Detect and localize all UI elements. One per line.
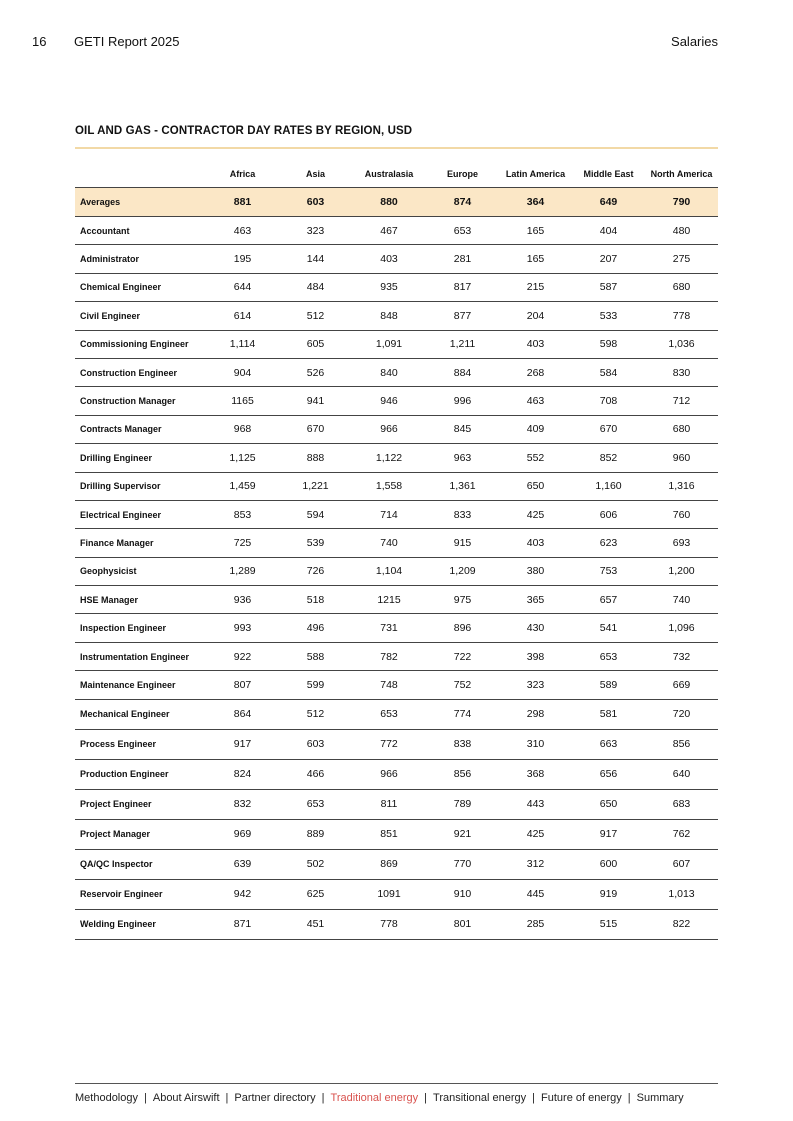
table-cell: 589 — [572, 671, 645, 699]
table-cell: 518 — [279, 586, 352, 614]
table-cell: 904 — [206, 358, 279, 386]
table-cell: 588 — [279, 642, 352, 670]
table-cell: 425 — [499, 500, 572, 528]
table-cell: 451 — [279, 909, 352, 939]
table-cell: 625 — [279, 879, 352, 909]
table-row — [75, 302, 718, 330]
footer-separator: | — [321, 1092, 325, 1104]
table-cell: 969 — [206, 819, 279, 849]
table-cell: 915 — [426, 529, 499, 557]
table-cell: 1,200 — [645, 557, 718, 585]
table-row — [75, 614, 718, 642]
table-cell: 1,211 — [426, 330, 499, 358]
table-cell: 833 — [426, 500, 499, 528]
table-cell: 1,459 — [206, 472, 279, 500]
table-cell: 430 — [499, 614, 572, 642]
table-cell: 693 — [645, 529, 718, 557]
table-cell: 740 — [352, 529, 426, 557]
table-cell: 830 — [645, 358, 718, 386]
table-cell: 425 — [499, 819, 572, 849]
row-label: Maintenance Engineer — [75, 671, 206, 699]
table-cell: 801 — [426, 909, 499, 939]
table-cell: 587 — [572, 273, 645, 301]
table-row — [75, 472, 718, 500]
table-cell: 594 — [279, 500, 352, 528]
footer-separator: | — [627, 1092, 631, 1104]
day-rates-table — [75, 160, 718, 940]
table-cell: 853 — [206, 500, 279, 528]
table-cell: 963 — [426, 444, 499, 472]
table-cell: 722 — [426, 642, 499, 670]
row-label: Reservoir Engineer — [75, 879, 206, 909]
table-cell: 653 — [572, 642, 645, 670]
table-cell: 877 — [426, 302, 499, 330]
table-cell: 445 — [499, 879, 572, 909]
table-cell: 680 — [645, 415, 718, 443]
table-cell: 726 — [279, 557, 352, 585]
table-cell: 910 — [426, 879, 499, 909]
footer-link-summary[interactable]: Summary — [636, 1092, 684, 1104]
row-label: Inspection Engineer — [75, 614, 206, 642]
table-cell: 275 — [645, 245, 718, 273]
footer-link-methodology[interactable]: Methodology — [75, 1092, 138, 1104]
table-header-row — [75, 160, 718, 188]
section-name: Salaries — [671, 34, 718, 49]
table-cell: 1,316 — [645, 472, 718, 500]
table-cell: 298 — [499, 699, 572, 729]
table-cell: 204 — [499, 302, 572, 330]
table-cell: 650 — [499, 472, 572, 500]
table-cell: 268 — [499, 358, 572, 386]
footer-separator: | — [144, 1092, 147, 1104]
table-row — [75, 729, 718, 759]
table-cell: 752 — [426, 671, 499, 699]
table-cell: 936 — [206, 586, 279, 614]
table-cell: 838 — [426, 729, 499, 759]
table-cell: 731 — [352, 614, 426, 642]
footer-link-future-of-energy[interactable]: Future of energy — [541, 1092, 622, 1104]
table-cell: 1,036 — [645, 330, 718, 358]
table-cell: 364 — [499, 188, 572, 217]
table-cell: 467 — [352, 217, 426, 245]
table-cell: 1,289 — [206, 557, 279, 585]
table-cell: 552 — [499, 444, 572, 472]
table-cell: 144 — [279, 245, 352, 273]
table-row — [75, 500, 718, 528]
table-cell: 653 — [279, 789, 352, 819]
table-cell: 941 — [279, 387, 352, 415]
table-cell: 975 — [426, 586, 499, 614]
table-cell: 1091 — [352, 879, 426, 909]
table-cell: 856 — [426, 759, 499, 789]
table-row — [75, 586, 718, 614]
averages-row — [75, 188, 718, 217]
footer-separator: | — [424, 1092, 428, 1104]
table-cell: 753 — [572, 557, 645, 585]
table-row — [75, 699, 718, 729]
table-cell: 515 — [572, 909, 645, 939]
table-cell: 748 — [352, 671, 426, 699]
table-cell: 512 — [279, 699, 352, 729]
table-cell: 663 — [572, 729, 645, 759]
row-label: Instrumentation Engineer — [75, 642, 206, 670]
table-cell: 670 — [572, 415, 645, 443]
table-cell: 539 — [279, 529, 352, 557]
row-label: Construction Manager — [75, 387, 206, 415]
table-cell: 323 — [499, 671, 572, 699]
row-label: Construction Engineer — [75, 358, 206, 386]
table-cell: 922 — [206, 642, 279, 670]
table-cell: 649 — [572, 188, 645, 217]
table-cell: 466 — [279, 759, 352, 789]
table-cell: 789 — [426, 789, 499, 819]
table-cell: 1,122 — [352, 444, 426, 472]
row-label: Welding Engineer — [75, 909, 206, 939]
table-cell: 598 — [572, 330, 645, 358]
table-cell: 1,013 — [645, 879, 718, 909]
table-cell: 669 — [645, 671, 718, 699]
table-cell: 581 — [572, 699, 645, 729]
row-label: Geophysicist — [75, 557, 206, 585]
table-cell: 365 — [499, 586, 572, 614]
table-cell: 946 — [352, 387, 426, 415]
table-cell: 1,125 — [206, 444, 279, 472]
row-label: Administrator — [75, 245, 206, 273]
footer-link-traditional-energy[interactable]: Traditional energy — [330, 1092, 419, 1104]
row-label: Civil Engineer — [75, 302, 206, 330]
table-cell: 778 — [645, 302, 718, 330]
table-cell: 607 — [645, 849, 718, 879]
table-cell: 1,160 — [572, 472, 645, 500]
table-cell: 874 — [426, 188, 499, 217]
table-cell: 670 — [279, 415, 352, 443]
table-row — [75, 879, 718, 909]
table-cell: 639 — [206, 849, 279, 879]
footer-link-about-airswift[interactable]: About Airswift — [152, 1092, 220, 1104]
table-cell: 285 — [499, 909, 572, 939]
footer-divider — [75, 1083, 718, 1084]
table-cell: 403 — [352, 245, 426, 273]
table-cell: 968 — [206, 415, 279, 443]
table-row — [75, 358, 718, 386]
table-cell: 644 — [206, 273, 279, 301]
table-cell: 935 — [352, 273, 426, 301]
column-header-blank — [75, 160, 206, 188]
table-cell: 207 — [572, 245, 645, 273]
table-cell: 822 — [645, 909, 718, 939]
table-cell: 653 — [426, 217, 499, 245]
footer-separator: | — [225, 1092, 229, 1104]
table-cell: 880 — [352, 188, 426, 217]
table-cell: 917 — [572, 819, 645, 849]
table-cell: 1215 — [352, 586, 426, 614]
table-cell: 368 — [499, 759, 572, 789]
table-cell: 824 — [206, 759, 279, 789]
table-cell: 740 — [645, 586, 718, 614]
table-row — [75, 245, 718, 273]
table-cell: 603 — [279, 729, 352, 759]
row-label: Production Engineer — [75, 759, 206, 789]
table-cell: 215 — [499, 273, 572, 301]
table-cell: 896 — [426, 614, 499, 642]
table-cell: 653 — [352, 699, 426, 729]
table-row — [75, 849, 718, 879]
table-cell: 1,361 — [426, 472, 499, 500]
table-cell: 605 — [279, 330, 352, 358]
table-cell: 996 — [426, 387, 499, 415]
column-header: Europe — [426, 160, 499, 188]
table-cell: 832 — [206, 789, 279, 819]
table-cell: 708 — [572, 387, 645, 415]
table-cell: 725 — [206, 529, 279, 557]
table-cell: 480 — [645, 217, 718, 245]
row-label: Finance Manager — [75, 529, 206, 557]
table-cell: 463 — [499, 387, 572, 415]
table-cell: 720 — [645, 699, 718, 729]
table-cell: 942 — [206, 879, 279, 909]
table-cell: 623 — [572, 529, 645, 557]
table-cell: 712 — [645, 387, 718, 415]
table-cell: 770 — [426, 849, 499, 879]
column-header: North America — [645, 160, 718, 188]
table-cell: 848 — [352, 302, 426, 330]
table-cell: 811 — [352, 789, 426, 819]
row-label: Process Engineer — [75, 729, 206, 759]
footer-separator: | — [532, 1092, 536, 1104]
table-cell: 502 — [279, 849, 352, 879]
table-row — [75, 330, 718, 358]
table-row — [75, 444, 718, 472]
table-cell: 656 — [572, 759, 645, 789]
page-number: 16 — [32, 34, 47, 49]
table-cell: 881 — [206, 188, 279, 217]
row-label: Electrical Engineer — [75, 500, 206, 528]
table-cell: 762 — [645, 819, 718, 849]
table-cell: 921 — [426, 819, 499, 849]
table-cell: 840 — [352, 358, 426, 386]
table-row — [75, 909, 718, 939]
table-cell: 852 — [572, 444, 645, 472]
table-row — [75, 671, 718, 699]
table-cell: 281 — [426, 245, 499, 273]
row-label: Chemical Engineer — [75, 273, 206, 301]
footer-nav — [75, 1092, 718, 1104]
table-cell: 1,221 — [279, 472, 352, 500]
table-row — [75, 217, 718, 245]
title-divider — [75, 147, 718, 149]
row-label: Project Engineer — [75, 789, 206, 819]
row-label: Drilling Engineer — [75, 444, 206, 472]
table-cell: 782 — [352, 642, 426, 670]
table-cell: 403 — [499, 330, 572, 358]
table-cell: 1,104 — [352, 557, 426, 585]
table-cell: 496 — [279, 614, 352, 642]
table-cell: 323 — [279, 217, 352, 245]
report-title: GETI Report 2025 — [74, 34, 180, 49]
table-cell: 772 — [352, 729, 426, 759]
table-cell: 889 — [279, 819, 352, 849]
table-cell: 1,209 — [426, 557, 499, 585]
table-cell: 888 — [279, 444, 352, 472]
column-header: Australasia — [352, 160, 426, 188]
table-cell: 640 — [645, 759, 718, 789]
table-cell: 165 — [499, 245, 572, 273]
row-label: Drilling Supervisor — [75, 472, 206, 500]
table-cell: 760 — [645, 500, 718, 528]
table-cell: 817 — [426, 273, 499, 301]
table-row — [75, 642, 718, 670]
table-cell: 856 — [645, 729, 718, 759]
row-label: Contracts Manager — [75, 415, 206, 443]
table-cell: 732 — [645, 642, 718, 670]
table-cell: 966 — [352, 759, 426, 789]
table-cell: 403 — [499, 529, 572, 557]
row-label: Commissioning Engineer — [75, 330, 206, 358]
table-cell: 917 — [206, 729, 279, 759]
row-label: Project Manager — [75, 819, 206, 849]
table-title: OIL AND GAS - CONTRACTOR DAY RATES BY REGION, USD — [75, 125, 413, 137]
table-cell: 312 — [499, 849, 572, 879]
row-label: Accountant — [75, 217, 206, 245]
table-cell: 960 — [645, 444, 718, 472]
table-cell: 526 — [279, 358, 352, 386]
table-cell: 1,096 — [645, 614, 718, 642]
table-cell: 584 — [572, 358, 645, 386]
table-cell: 966 — [352, 415, 426, 443]
table-cell: 1,114 — [206, 330, 279, 358]
table-cell: 600 — [572, 849, 645, 879]
table-cell: 398 — [499, 642, 572, 670]
table-cell: 165 — [499, 217, 572, 245]
column-header: Africa — [206, 160, 279, 188]
table-cell: 869 — [352, 849, 426, 879]
table-cell: 919 — [572, 879, 645, 909]
table-cell: 790 — [645, 188, 718, 217]
table-cell: 845 — [426, 415, 499, 443]
table-cell: 409 — [499, 415, 572, 443]
table-cell: 1,558 — [352, 472, 426, 500]
table-cell: 541 — [572, 614, 645, 642]
table-row — [75, 759, 718, 789]
table-cell: 714 — [352, 500, 426, 528]
table-cell: 864 — [206, 699, 279, 729]
table-cell: 533 — [572, 302, 645, 330]
table-cell: 443 — [499, 789, 572, 819]
row-label: Averages — [75, 188, 206, 217]
row-label: Mechanical Engineer — [75, 699, 206, 729]
table-row — [75, 819, 718, 849]
table-cell: 680 — [645, 273, 718, 301]
table-cell: 606 — [572, 500, 645, 528]
table-cell: 599 — [279, 671, 352, 699]
table-cell: 195 — [206, 245, 279, 273]
table-cell: 512 — [279, 302, 352, 330]
table-cell: 683 — [645, 789, 718, 819]
table-row — [75, 529, 718, 557]
table-cell: 993 — [206, 614, 279, 642]
table-cell: 1165 — [206, 387, 279, 415]
table-row — [75, 273, 718, 301]
row-label: QA/QC Inspector — [75, 849, 206, 879]
column-header: Middle East — [572, 160, 645, 188]
footer-link-partner-directory[interactable]: Partner directory — [234, 1092, 316, 1104]
footer-link-transitional-energy[interactable]: Transitional energy — [433, 1092, 527, 1104]
table-row — [75, 415, 718, 443]
table-cell: 484 — [279, 273, 352, 301]
table-cell: 614 — [206, 302, 279, 330]
table-cell: 851 — [352, 819, 426, 849]
table-cell: 463 — [206, 217, 279, 245]
column-header: Latin America — [499, 160, 572, 188]
table-cell: 871 — [206, 909, 279, 939]
table-row — [75, 387, 718, 415]
column-header: Asia — [279, 160, 352, 188]
table-cell: 650 — [572, 789, 645, 819]
table-cell: 380 — [499, 557, 572, 585]
table-cell: 310 — [499, 729, 572, 759]
table-cell: 774 — [426, 699, 499, 729]
row-label: HSE Manager — [75, 586, 206, 614]
table-cell: 1,091 — [352, 330, 426, 358]
table-cell: 807 — [206, 671, 279, 699]
table-cell: 404 — [572, 217, 645, 245]
table-cell: 657 — [572, 586, 645, 614]
table-row — [75, 789, 718, 819]
table-cell: 884 — [426, 358, 499, 386]
table-cell: 778 — [352, 909, 426, 939]
table-cell: 603 — [279, 188, 352, 217]
page-header — [32, 34, 718, 52]
table-row — [75, 557, 718, 585]
